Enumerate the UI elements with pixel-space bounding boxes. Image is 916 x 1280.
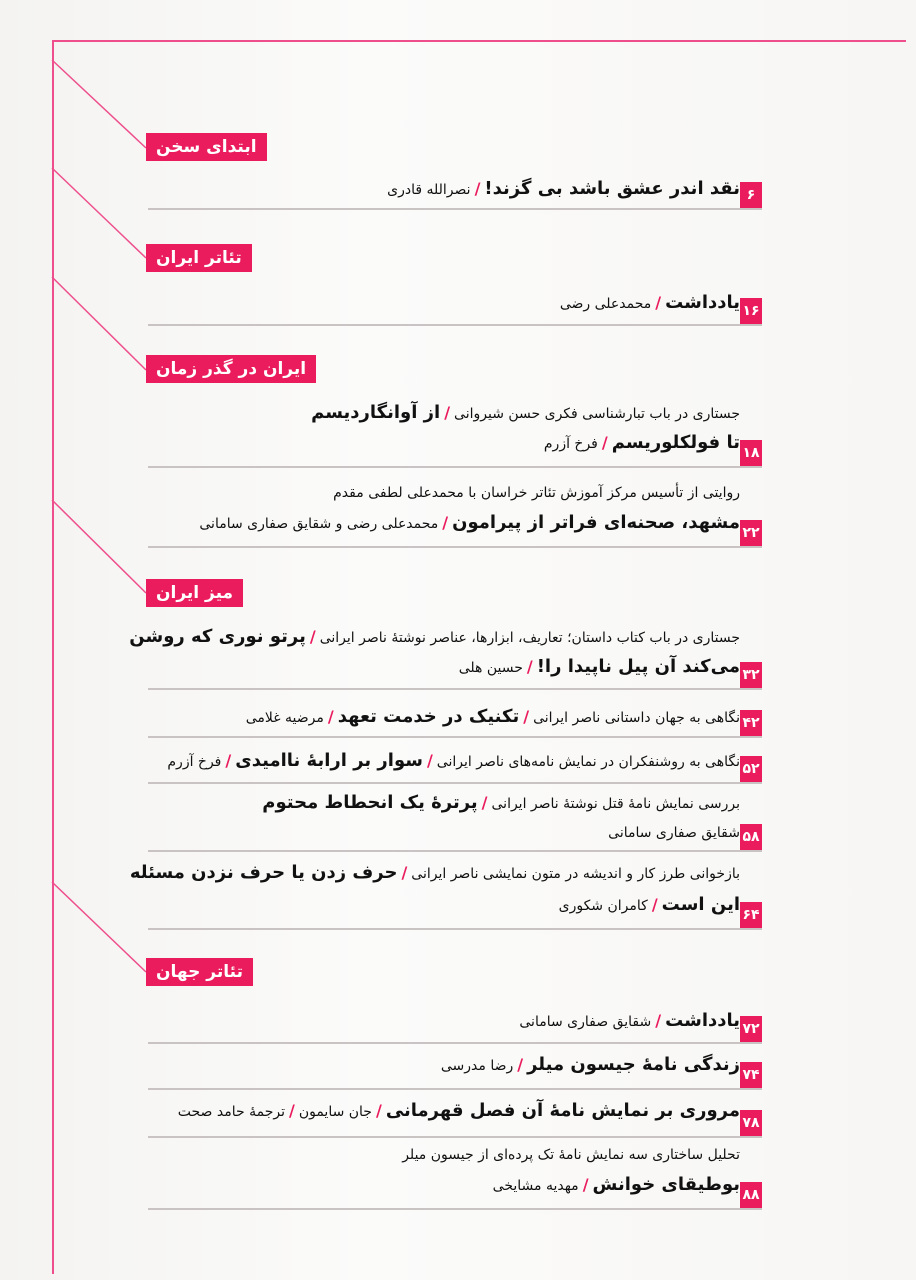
entry-subtitle: جستاری در باب کتاب داستان؛ تعاریف، ابزارها، عناصر نوشتهٔ ناصر ایرانی: [319, 630, 740, 646]
entry-author: فرخ آزرم: [167, 754, 222, 770]
separator: /: [426, 751, 433, 770]
section-heading-intro: ابتدای سخن: [146, 133, 267, 161]
separator: /: [481, 793, 488, 812]
connector-line-3: [52, 277, 146, 370]
toc-entry[interactable]: [148, 1142, 762, 1210]
entry-title: تکنیک در خدمت تعهد: [337, 706, 520, 727]
connector-line-1: [52, 60, 146, 148]
page-number: ۶: [740, 182, 762, 208]
entry-author: محمدعلی رضی و شقایق صفاری سامانی: [199, 516, 439, 532]
separator: /: [442, 513, 449, 532]
section-heading-iran-theatre: تئاتر ایران: [146, 244, 252, 272]
entry-author: نصرالله قادری: [387, 182, 471, 198]
entry-title: مروری بر نمایش نامهٔ آن فصل قهرمانی: [385, 1100, 740, 1121]
entry-author: رضا مدرسی: [440, 1058, 514, 1074]
entry-title: یادداشت: [665, 292, 740, 313]
separator: /: [288, 1101, 295, 1120]
connector-line-4: [52, 500, 146, 593]
toc-entry[interactable]: [148, 1050, 762, 1090]
separator: /: [651, 895, 658, 914]
entry-author: کامران شکوری: [558, 898, 648, 914]
toc-entry[interactable]: [148, 700, 762, 738]
page-number: ۳۲: [740, 662, 762, 688]
separator: /: [523, 707, 530, 726]
entry-title: یادداشت: [665, 1010, 740, 1031]
page-number: ۱۸: [740, 440, 762, 466]
entry-subtitle: جستاری در باب تبارشناسی فکری حسن شیروانی: [454, 406, 740, 422]
connector-line-2: [52, 168, 146, 258]
separator: /: [327, 707, 334, 726]
entry-author: مرضیه غلامی: [245, 710, 324, 726]
separator: /: [474, 179, 481, 198]
entry-title: بوطیقای خوانش: [592, 1174, 740, 1195]
page-number: ۱۶: [740, 298, 762, 324]
entry-subtitle: روایتی از تأسیس مرکز آموزش تئاتر خراسان با محمدعلی لطفی مقدم: [333, 485, 740, 501]
page-number: ۵۲: [740, 756, 762, 782]
separator: /: [375, 1101, 382, 1120]
separator: /: [582, 1175, 589, 1194]
toc-entry[interactable]: [148, 1096, 762, 1138]
separator: /: [526, 657, 533, 676]
page-number: ۵۸: [740, 824, 762, 850]
entry-title: مشهد، صحنه‌ای فراتر از پیرامون: [452, 512, 740, 533]
toc-entry[interactable]: [148, 790, 762, 852]
separator: /: [401, 863, 408, 882]
entry-author: فرخ آزرم: [543, 436, 598, 452]
separator: /: [655, 1011, 662, 1030]
section-heading-iran-desk: میز ایران: [146, 579, 243, 607]
section-heading-world-theatre: تئاتر جهان: [146, 958, 253, 986]
entry-title-continued: تا فولکلوریسم: [611, 432, 740, 453]
separator: /: [309, 627, 316, 646]
entry-author: مهدیه مشایخی: [492, 1178, 579, 1194]
connector-line-5: [52, 882, 146, 972]
entry-translator: ترجمهٔ حامد صحت: [177, 1104, 285, 1120]
toc-entry[interactable]: [148, 170, 762, 210]
separator: /: [225, 751, 232, 770]
page-number: ۸۸: [740, 1182, 762, 1208]
toc-entry[interactable]: [148, 478, 762, 548]
separator: /: [517, 1055, 524, 1074]
entry-title-continued: می‌کند آن پیل ناپیدا را!: [536, 656, 740, 677]
entry-title: پرترهٔ یک انحطاط محتوم: [262, 792, 478, 813]
page-number: ۷۴: [740, 1062, 762, 1088]
entry-title: نقد اندر عشق باشد بی گزند!: [484, 178, 740, 199]
entry-title-continued: این است: [661, 894, 740, 915]
separator: /: [655, 293, 662, 312]
entry-title: زندگی نامهٔ جیسون میلر: [527, 1054, 740, 1075]
toc-entry[interactable]: [148, 398, 762, 468]
entry-author: محمدعلی رضی: [559, 296, 652, 312]
entry-author: حسین هلی: [458, 660, 523, 676]
section-heading-iran-through-time: ایران در گذر زمان: [146, 355, 316, 383]
separator: /: [601, 433, 608, 452]
page-number: ۴۲: [740, 710, 762, 736]
toc-entry[interactable]: [148, 1004, 762, 1044]
entry-author: شقایق صفاری سامانی: [519, 1014, 652, 1030]
entry-title: از آوانگاردیسم: [311, 402, 441, 423]
entry-subtitle: بازخوانی طرز کار و اندیشه در متون نمایشی ناصر ایرانی: [411, 866, 740, 882]
separator: /: [444, 403, 451, 422]
toc-entry[interactable]: [129, 622, 762, 690]
entry-subtitle: نگاهی به جهان داستانی ناصر ایرانی: [533, 710, 740, 726]
entry-title: سوار بر ارابهٔ ناامیدی: [235, 750, 423, 771]
page-number: ۶۴: [740, 902, 762, 928]
entry-subtitle: بررسی نمایش نامهٔ قتل نوشتهٔ ناصر ایرانی: [491, 796, 740, 812]
page-number: ۲۲: [740, 520, 762, 546]
toc-entry[interactable]: [129, 860, 762, 930]
toc-entry[interactable]: [148, 286, 762, 326]
entry-subtitle: نگاهی به روشنفکران در نمایش نامه‌های ناصر ایرانی: [436, 754, 740, 770]
entry-title: پرتو نوری که روشن: [129, 626, 306, 647]
page-number: ۷۲: [740, 1016, 762, 1042]
entry-author: شقایق صفاری سامانی: [608, 825, 740, 841]
toc-entry[interactable]: [148, 746, 762, 784]
entry-author: جان سایمون: [298, 1104, 372, 1120]
entry-subtitle: تحلیل ساختاری سه نمایش نامهٔ تک پرده‌ای از جیسون میلر: [402, 1147, 740, 1163]
entry-title: حرف زدن یا حرف نزدن مسئله: [129, 862, 398, 883]
page-number: ۷۸: [740, 1110, 762, 1136]
